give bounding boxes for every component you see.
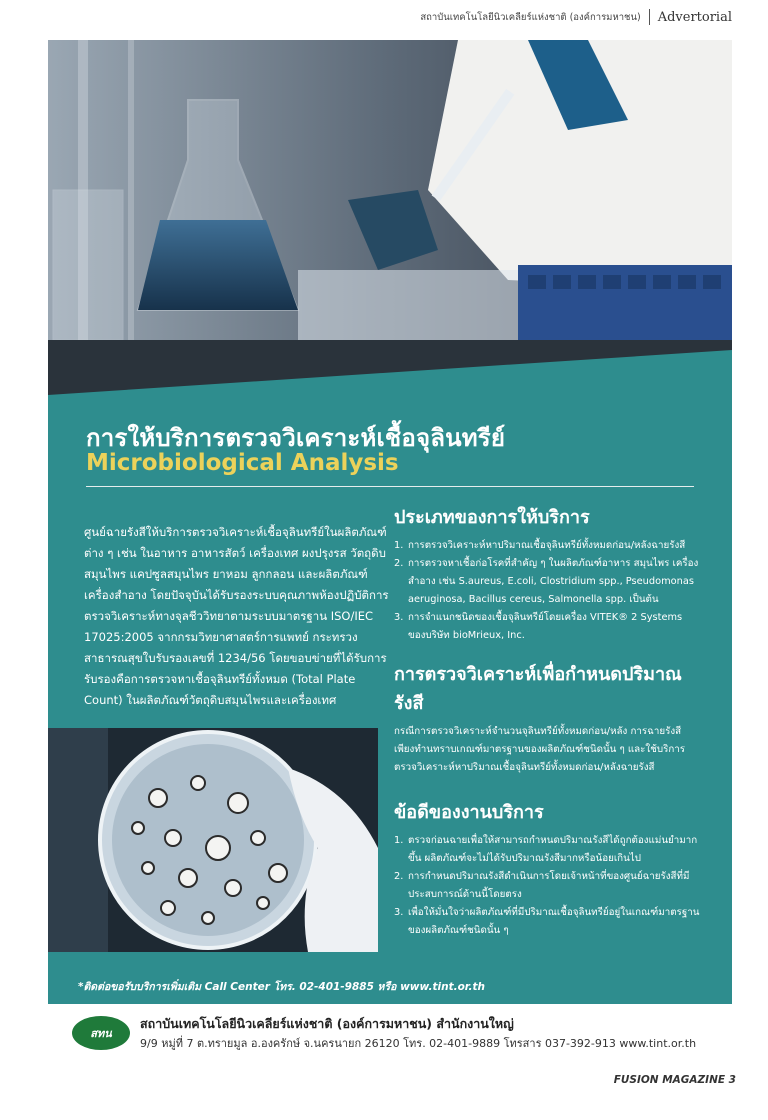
list-text: เพื่อให้มั่นใจว่าผลิตภัณฑ์ที่มีปริมาณเชื้อจุลินทรีย์อยู่ในเกณฑ์มาตรฐานของผลิตภัณฑ์ชนิดนั้น ๆ: [408, 907, 700, 936]
footer-address: 9/9 หมู่ที่ 7 ต.ทรายมูล อ.องครักษ์ จ.นครนายก 26120 โทร. 02-401-9889 โทรสาร 037-392-913 www.tint.or.th: [140, 1037, 697, 1050]
advert-panel: [48, 40, 732, 1004]
title-divider: [86, 486, 694, 487]
list-text: การกำหนดปริมาณรังสีดำเนินการโดยเจ้าหน้าที่ของศูนย์ฉายรังสีที่มีประสบการณ์ด้านนี้โดยตรง: [408, 871, 690, 900]
benefits-list: [394, 832, 700, 940]
services-heading: ประเภทของการให้บริการ: [394, 507, 590, 528]
title-english: Microbiological Analysis: [86, 450, 399, 476]
header-divider: [649, 9, 650, 25]
dose-section: [394, 659, 700, 777]
list-number: 3.: [394, 612, 404, 623]
list-text: การตรวจหาเชื้อก่อโรคที่สำคัญ ๆ ในผลิตภัณฑ์อาหาร สมุนไพร เครื่องสำอาง เช่น S.aureus, E.coli, Clostridium spp., Pseudomonas aeruginosa, Bacillus cereus, Salmonella spp. เป็นต้น: [408, 558, 699, 605]
intro-text: ศูนย์ฉายรังสีให้บริการตรวจวิเคราะห์เชื้อจุลินทรีย์ในผลิตภัณฑ์ต่าง ๆ เช่น ในอาหาร อาหารสัตว์ เครื่องเทศ ผงปรุงรส วัตถุดิบสมุนไพร แคปซูลสมุนไพร ยาหอม ลูกกลอน และผลิตภัณฑ์เครื่องสำอาง โดยปัจจุบันได้รับรองระบบคุณภาพห้องปฏิบัติการตรวจวิเคราะห์ทางจุลชีววิทยาตามระบบมาตรฐาน ISO/IEC 17025:2005 จากกรมวิทยาศาสตร์การแพทย์ กระทรวงสาธารณสุขใบรับรองเลขที่ 1234/56 โดยขอบข่ายที่ได้รับการรับรองคือการตรวจหาเชื้อจุลินทรีย์ทั้งหมด (Total Plate Count) ในผลิตภัณฑ์วัตถุดิบสมุนไพรและเครื่องเทศ: [84, 524, 389, 707]
header-org: สถาบันเทคโนโลยีนิวเคลียร์แห่งชาติ (องค์การมหาชน): [420, 11, 641, 23]
lab-photo: [48, 40, 732, 395]
list-text: การตรวจวิเคราะห์หาปริมาณเชื้อจุลินทรีย์ทั้งหมดก่อน/หลังฉายรังสี: [408, 540, 686, 551]
dose-text: กรณีการตรวจวิเคราะห์จำนวนจุลินทรีย์ทั้งหมดก่อน/หลัง การฉายรังสีเพียงทำนทราบเกณฑ์มาตรฐานของผลิตภัณฑ์ชนิดนั้น ๆ และใช้บริการตรวจวิเคราะห์หาปริมาณเชื้อจุลินทรีย์ทั้งหมดก่อน/หลังฉายรังสี: [394, 726, 686, 773]
list-item: [394, 904, 700, 940]
page-header: [420, 6, 732, 28]
list-text: ตรวจก่อนฉายเพื่อให้สามารถกำหนดปริมาณรังสีได้ถูกต้องแม่นยำมากขึ้น ผลิตภัณฑ์จะไม่ได้รับปริมาณรังสีมากหรือน้อยเกินไป: [408, 835, 698, 864]
services-section: [394, 502, 700, 645]
list-text: การจำแนกชนิดของเชื้อจุลินทรีย์โดยเครื่อง VITEK® 2 Systems ของบริษัท bioMrieux, Inc.: [408, 612, 683, 641]
contact-line: *ติดต่อขอรับบริการเพิ่มเติม Call Center โทร. 02-401-9885 หรือ www.tint.or.th: [78, 981, 485, 993]
list-number: 2.: [394, 558, 404, 569]
list-item: [394, 537, 700, 555]
magazine-page-label: FUSION MAGAZINE 3: [613, 1074, 736, 1086]
list-number: 2.: [394, 871, 404, 882]
header-tag: Advertorial: [657, 9, 732, 25]
benefits-heading: ข้อดีของงานบริการ: [394, 802, 544, 823]
list-item: [394, 832, 700, 868]
footer-org-name: สถาบันเทคโนโลยีนิวเคลียร์แห่งชาติ (องค์การมหาชน) สำนักงานใหญ่: [140, 1016, 514, 1031]
benefits-section: [394, 797, 700, 940]
list-item: [394, 868, 700, 904]
petri-dish-photo: [48, 728, 378, 952]
list-item: [394, 609, 700, 645]
right-column: [394, 502, 700, 940]
list-number: 3.: [394, 907, 404, 918]
organization-logo: สทน: [72, 1016, 130, 1050]
list-item: [394, 555, 700, 609]
services-list: [394, 537, 700, 645]
footer: [72, 1012, 732, 1056]
list-number: 1.: [394, 835, 404, 846]
title-thai: การให้บริการตรวจวิเคราะห์เชื้อจุลินทรีย์: [86, 424, 506, 452]
list-number: 1.: [394, 540, 404, 551]
dose-heading: การตรวจวิเคราะห์เพื่อกำหนดปริมาณรังสี: [394, 664, 682, 714]
